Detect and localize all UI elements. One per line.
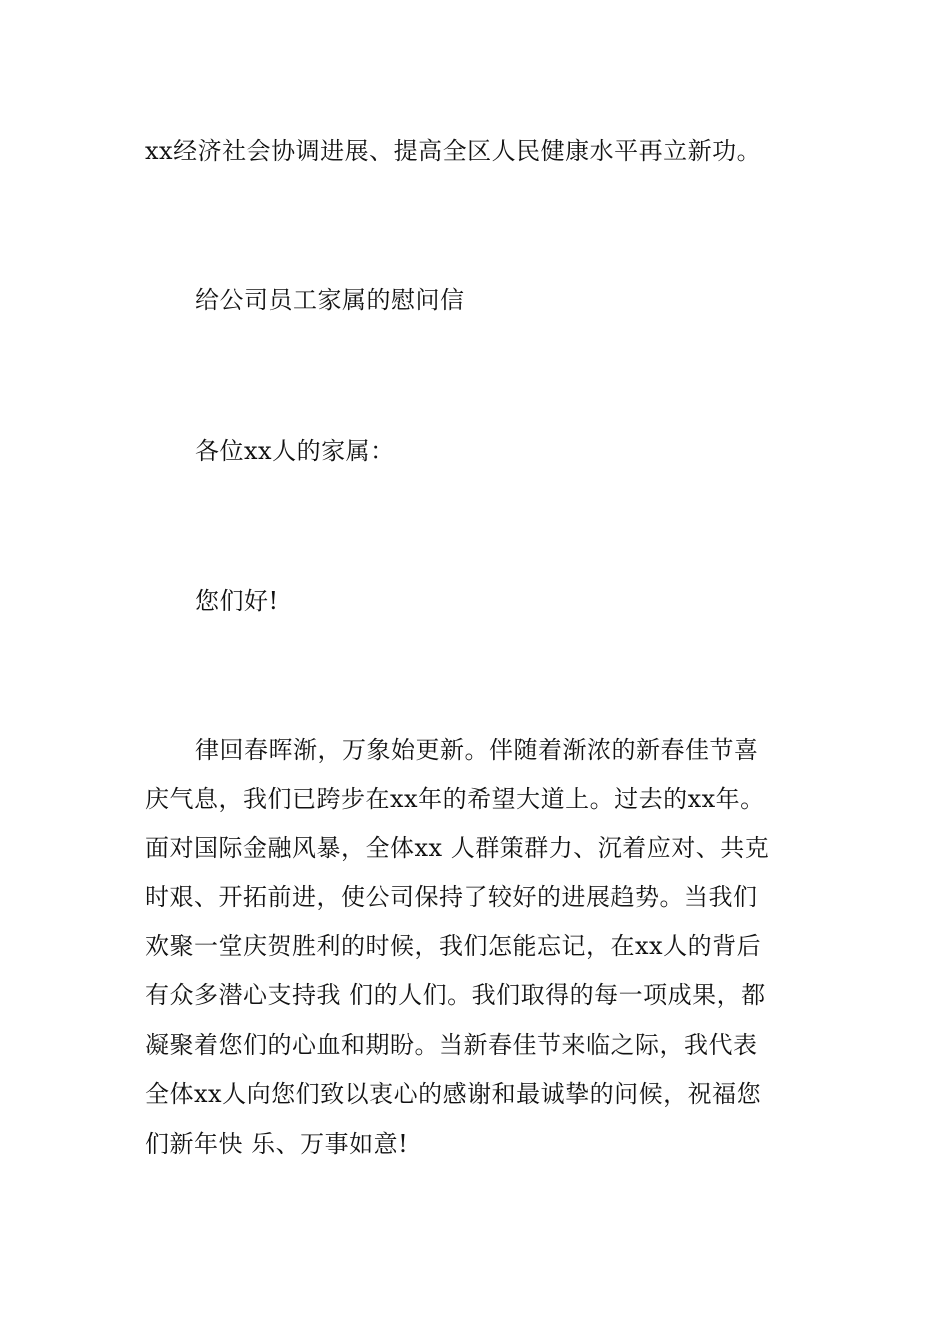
body-line: 时艰、开拓前进，使公司保持了较好的进展趋势。当我们 [145,883,758,911]
body-line: 全体xx人向您们致以衷心的感谢和最诚挚的问候，祝福您 [145,1080,762,1108]
continuation-line: xx经济社会协调进展、提高全区人民健康水平再立新功。 [145,137,762,165]
body-line: 有众多潜心支持我 们的人们。我们取得的每一项成果，都 [145,981,766,1009]
body-line: 凝聚着您们的心血和期盼。当新春佳节来临之际，我代表 [145,1031,758,1059]
body-line: 面对国际金融风暴，全体xx 人群策群力、沉着应对、共克 [145,834,770,862]
letter-title: 给公司员工家属的慰问信 [195,286,465,314]
body-line: 律回春晖渐，万象始更新。伴随着渐浓的新春佳节喜 [195,736,759,764]
greeting: 您们好! [195,587,279,615]
body-line: 庆气息，我们已跨步在xx年的希望大道上。过去的xx年。 [145,785,765,813]
salutation: 各位xx人的家属： [195,437,395,465]
body-line: 们新年快 乐、万事如意! [145,1130,409,1158]
body-line: 欢聚一堂庆贺胜利的时候，我们怎能忘记，在xx人的背后 [145,932,762,960]
